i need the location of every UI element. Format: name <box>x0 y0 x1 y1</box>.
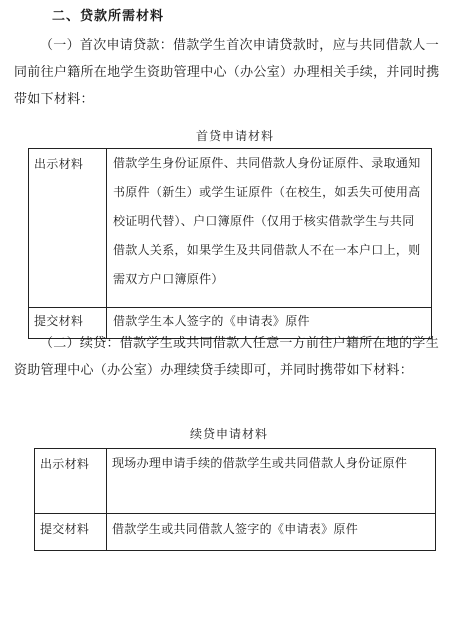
first-loan-table-title: 首贷申请材料 <box>196 129 275 143</box>
row-content: 借款学生本人签字的《申请表》原件 <box>107 308 432 339</box>
row-label: 出示材料 <box>35 449 107 514</box>
row-label: 提交材料 <box>35 514 107 551</box>
section-title: 二、贷款所需材料 <box>52 9 165 24</box>
first-loan-paragraph <box>14 32 450 113</box>
first-loan-paragraph-text: （一）首次申请贷款：借款学生首次申请贷款时，应与共同借款人一同前往户籍所在地学生资助管理中心（办公室）办理相关手续，并同时携带如下材料： <box>14 38 440 107</box>
renewal-paragraph-text: （二）续贷：借款学生或共同借款人任意一方前往户籍所在地的学生资助管理中心（办公室）办理续贷手续即可，并同时携带如下材料： <box>14 336 440 378</box>
first-loan-materials-table <box>28 148 432 339</box>
row-content: 借款学生或共同借款人签字的《申请表》原件 <box>107 514 436 551</box>
table-row <box>35 514 436 551</box>
renewal-paragraph <box>14 330 450 384</box>
table-row <box>35 449 436 514</box>
row-content: 现场办理申请手续的借款学生或共同借款人身份证原件 <box>107 449 436 514</box>
renewal-table-title: 续贷申请材料 <box>190 427 269 441</box>
row-label: 出示材料 <box>29 149 107 308</box>
table-row <box>29 149 432 308</box>
row-content: 借款学生身份证原件、共同借款人身份证原件、录取通知书原件（新生）或学生证原件（在校生，如丢失可使用高校证明代替）、户口簿原件（仅用于核实借款学生与共同借款人关系，如果学生及共同借款人不在一本户口上，则需双方户口簿原件） <box>107 149 432 308</box>
renewal-materials-table <box>34 448 436 551</box>
row-label: 提交材料 <box>29 308 107 339</box>
